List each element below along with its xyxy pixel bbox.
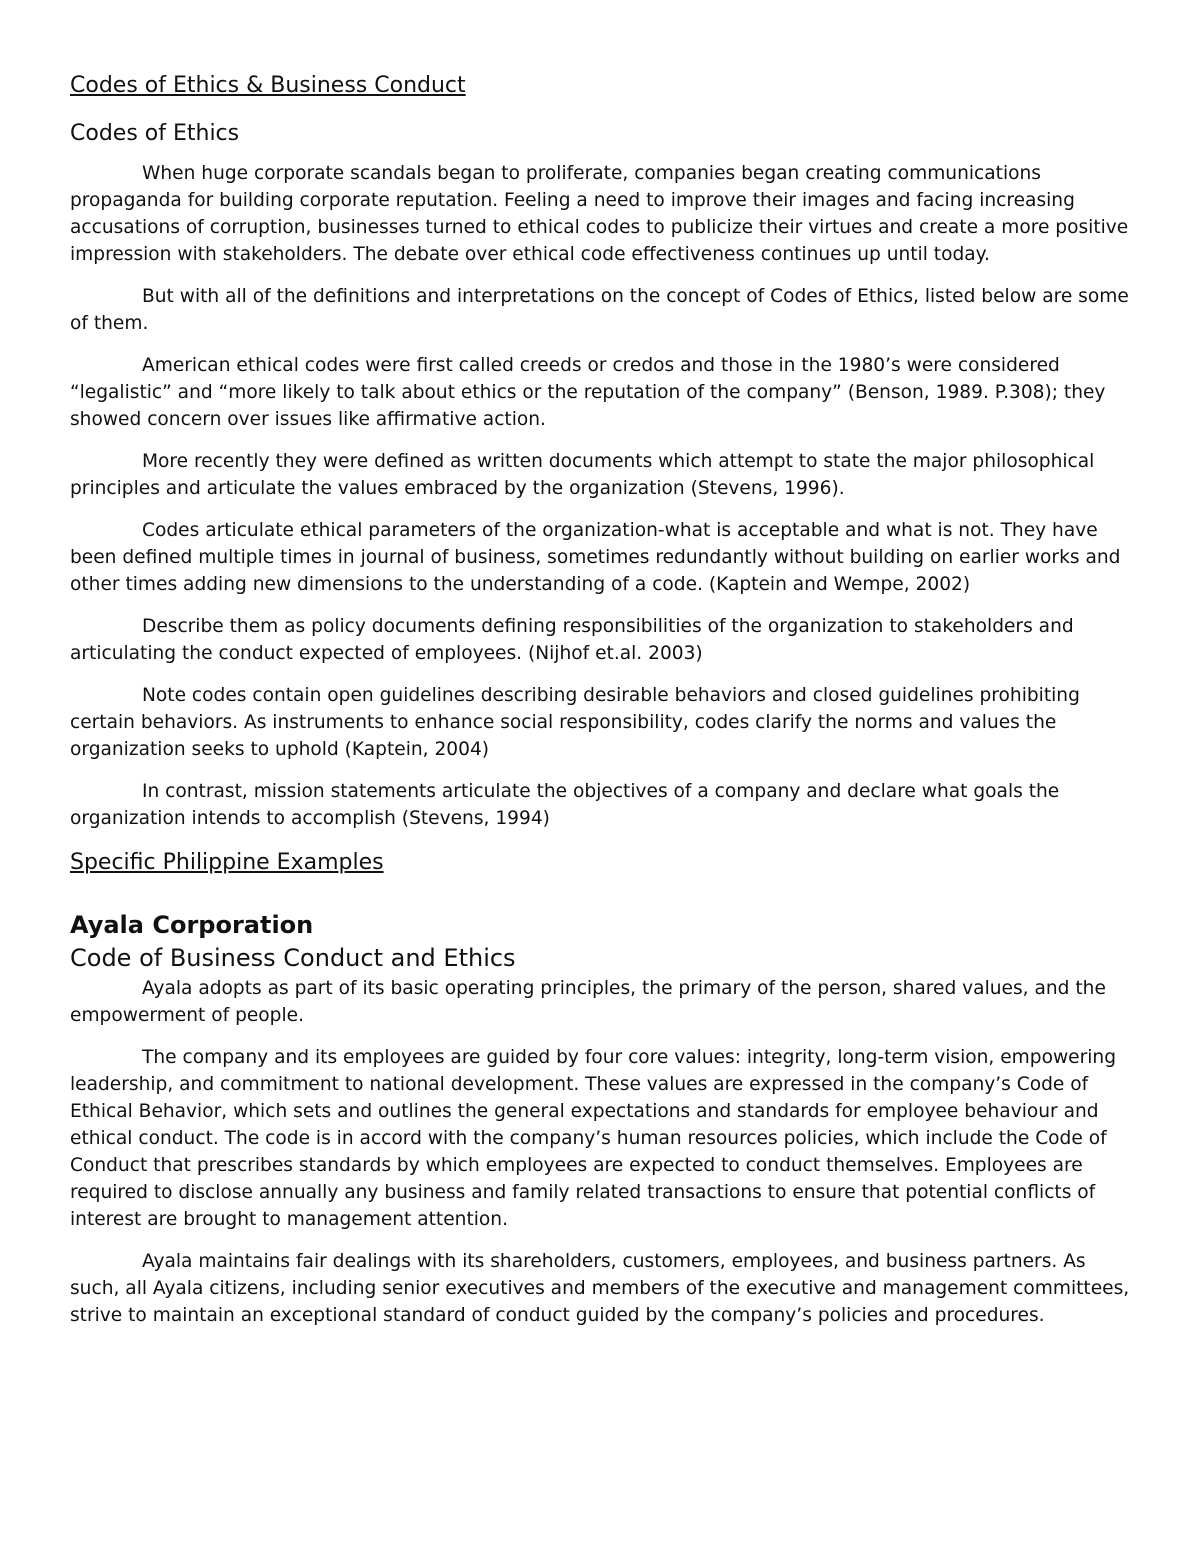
paragraph: American ethical codes were first called creeds or credos and those in the 1980’s were considered “legalistic” and “more likely to talk about ethics or the reputation of the company” (Benson, 1989. P.308); they showed concern over issues like affirmative action. [70, 355, 1106, 430]
paragraph: In contrast, mission statements articulate the objectives of a company and declare what goals the organization intends to accomplish (Stevens, 1994) [70, 781, 1060, 829]
company-name: Ayala Corporation [70, 911, 314, 939]
paragraph: Note codes contain open guidelines describing desirable behaviors and closed guidelines prohibiting certain behaviors. As instruments to enhance social responsibility, codes clarify the norms and values the organization seeks to uphold (Kaptein, 2004) [70, 685, 1080, 760]
paragraph: Describe them as policy documents defining responsibilities of the organization to stakeholders and articulating the conduct expected of employees. (Nijhof et.al. 2003) [70, 616, 1074, 664]
code-title: Code of Business Conduct and Ethics [70, 944, 516, 972]
paragraph: More recently they were defined as written documents which attempt to state the major philosophical principles and articulate the values embraced by the organization (Stevens, 1996). [70, 451, 1095, 499]
paragraph: Ayala maintains fair dealings with its shareholders, customers, employees, and business partners. As such, all Ayala citizens, including senior executives and members of the executive and management committees, strive to maintain an exceptional standard of conduct guided by the company’s policies and procedures. [70, 1251, 1130, 1326]
section-heading-philippine-examples: Specific Philippine Examples [70, 850, 384, 875]
paragraph: The company and its employees are guided by four core values: integrity, long-term vision, empowering leadership, and commitment to national development. These values are expressed in the company’s Code of Ethical Behavior, which sets and outlines the general expectations and standards for employee behaviour and ethical conduct. The code is in accord with the company’s human resources policies, which include the Code of Conduct that prescribes standards by which employees are expected to conduct themselves. Employees are required to disclose annually any business and family related transactions to ensure that potential conflicts of interest are brought to management attention. [70, 1047, 1117, 1230]
paragraph: Codes articulate ethical parameters of the organization-what is acceptable and what is not. They have been defined multiple times in journal of business, sometimes redundantly without building on earlier works and other times adding new dimensions to the understanding of a code. (Kaptein and Wempe, 2002) [70, 520, 1121, 595]
document-title: Codes of Ethics & Business Conduct [70, 73, 466, 98]
paragraph: But with all of the definitions and interpretations on the concept of Codes of Ethics, listed below are some of them. [70, 286, 1129, 334]
section-heading-codes-of-ethics: Codes of Ethics [70, 121, 240, 146]
paragraph: Ayala adopts as part of its basic operating principles, the primary of the person, shared values, and the empowerment of people. [70, 978, 1106, 1026]
paragraph: When huge corporate scandals began to proliferate, companies began creating communications propaganda for building corporate reputation. Feeling a need to improve their images and facing increasing accusations of corruption, businesses turned to ethical codes to publicize their virtues and create a more positive impression with stakeholders. The debate over ethical code effectiveness continues up until today. [70, 163, 1129, 265]
